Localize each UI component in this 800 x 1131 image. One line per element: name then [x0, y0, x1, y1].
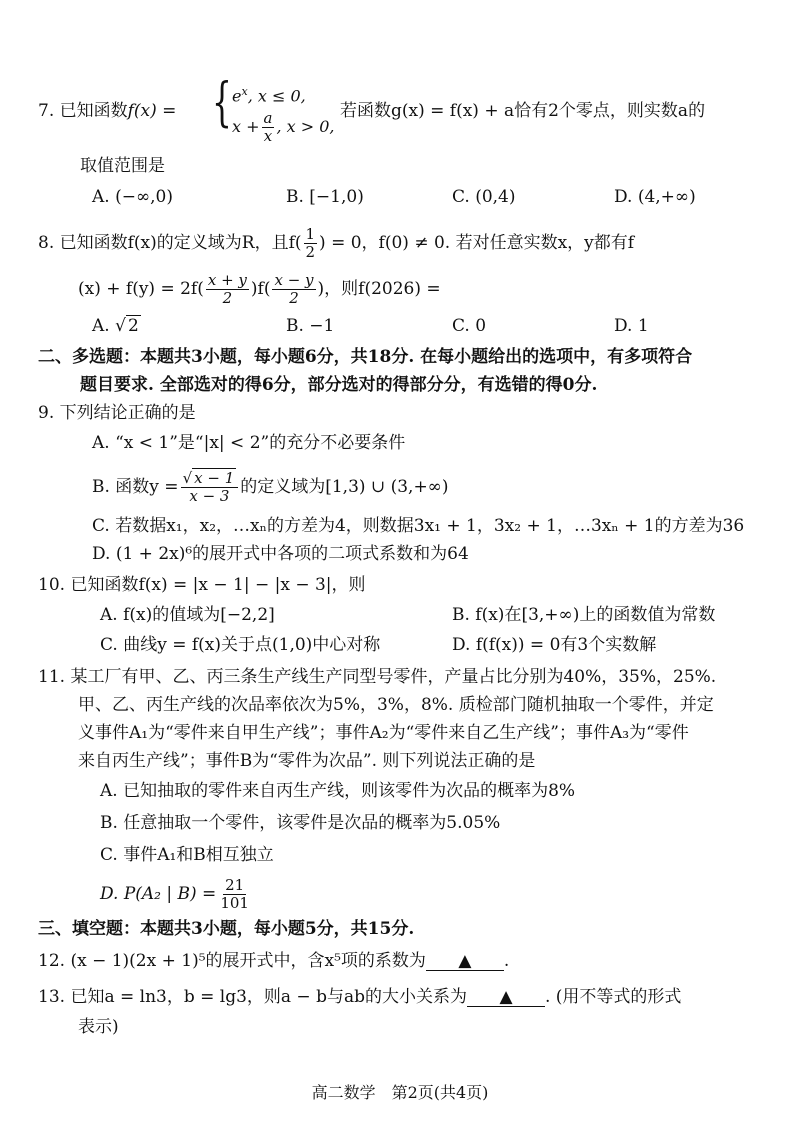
q8-half-den: 2 [305, 243, 316, 261]
q8-frac2-den: 2 [289, 289, 299, 307]
q8-frac-1 [206, 272, 249, 307]
q10-option-d: D. f(f(x)) = 0有3个实数解 [452, 635, 657, 655]
q7-piece2-cond: , x > 0, [276, 117, 335, 136]
q8-line2-c: )，则f(2026) = [317, 279, 441, 299]
q11-optD-a: D. P(A₂ | B) = [100, 884, 217, 904]
q9-stem: 9. 下列结论正确的是 [38, 403, 196, 423]
q7-option-c: C. (0,4) [452, 187, 516, 207]
q11-line-3: 义事件A₁为“零件来自甲生产线”；事件A₂为“零件来自乙生产线”；事件A₃为“零件 [78, 723, 689, 743]
q8-option-c: C. 0 [452, 316, 487, 336]
q13-text-end: . (用不等式的形式 [544, 987, 682, 1007]
q10-option-c: C. 曲线y = f(x)关于点(1,0)中心对称 [100, 635, 381, 655]
q9-optB-den: x − 3 [189, 487, 230, 505]
q13-text: 13. 已知a = ln3，b = lg3，则a − b与ab的大小关系为 [38, 987, 467, 1007]
q8-line1-a: 8. 已知函数f(x)的定义域为R，且f( [38, 233, 302, 253]
q8-frac2-num: x − y [274, 271, 314, 289]
q7-option-a: A. (−∞,0) [92, 187, 173, 207]
q9-option-d: D. (1 + 2x)⁶的展开式中各项的二项式系数和为64 [92, 544, 469, 564]
q8-half-num: 1 [305, 225, 316, 243]
q7-option-b: B. [−1,0) [286, 187, 364, 207]
q9-optB-num: x − 1 [194, 469, 235, 487]
q8-line2-b: )f( [250, 279, 271, 299]
q11-option-a: A. 已知抽取的零件来自丙生产线，则该零件为次品的概率为8% [100, 781, 576, 801]
q13-line-1 [38, 986, 681, 1008]
q9-option-b [92, 470, 448, 505]
q12-line [38, 950, 509, 972]
q7-piece1-base: e [232, 86, 242, 106]
section2-heading-1: 二、多选题：本题共3小题，每小题6分，共18分. 在每小题给出的选项中，有多项符合 [38, 347, 693, 367]
q10-option-b: B. f(x)在[3,+∞)上的函数值为常数 [452, 605, 716, 625]
page-footer: 高二数学 第2页(共4页) [311, 1083, 489, 1102]
q7-stem-cont: 取值范围是 [80, 156, 165, 176]
q9-option-a: A. “x < 1”是“|x| < 2”的充分不必要条件 [92, 433, 406, 453]
q11-line-1: 11. 某工厂有甲、乙、丙三条生产线生产同型号零件，产量占比分别为40%，35%，25%. [38, 667, 717, 687]
q7-frac-den: x [263, 127, 273, 145]
q12-answer-blank[interactable]: ▲ [426, 952, 504, 971]
q8-option-a: A. √ 2 [92, 316, 139, 336]
q11-optD-den: 101 [220, 894, 249, 912]
q12-period: . [503, 951, 510, 971]
q11-option-b: B. 任意抽取一个零件，该零件是次品的概率为5.05% [100, 813, 501, 833]
q9-option-c: C. 若数据x₁，x₂，…xₙ的方差为4，则数据3x₁ + 1，3x₂ + 1，…3xₙ + 1的方差为36 [92, 516, 745, 536]
q11-optD-frac [218, 877, 251, 912]
q13-answer-blank[interactable]: ▲ [467, 988, 545, 1007]
q8-option-b: B. −1 [286, 316, 335, 336]
q11-option-d [100, 877, 253, 912]
q8-optA-label: A. [92, 316, 110, 336]
q9-optB-a: B. 函数y = [92, 477, 179, 497]
q7-piece2-a: x + [232, 117, 260, 136]
q11-option-c: C. 事件A₁和B相互独立 [100, 845, 274, 865]
q8-line2-a: (x) + f(y) = 2f( [78, 279, 204, 299]
q7-piece2-frac [262, 110, 275, 145]
q8-frac-2 [272, 272, 315, 307]
q8-line1-b: ) = 0，f(0) ≠ 0. 若对任意实数x，y都有f [319, 233, 635, 253]
piecewise-brace: { [212, 73, 232, 133]
q9-optB-b: 的定义域为[1,3) ∪ (3,+∞) [240, 477, 449, 497]
q10-stem: 10. 已知函数f(x) = |x − 1| − |x − 3|，则 [38, 575, 366, 595]
q11-line-2: 甲、乙、丙生产线的次品率依次为5%，3%，8%. 质检部门随机抽取一个零件，并定 [78, 695, 714, 715]
q11-line-4: 来自丙生产线”；事件B为“零件为次品”. 则下列说法正确的是 [78, 751, 536, 771]
q8-frac1-num: x + y [207, 271, 247, 289]
section2-heading-2: 题目要求. 全部选对的得6分，部分选对的得部分分，有选错的得0分. [80, 375, 598, 395]
q9-optB-frac: $\frac{√ x - 1}{x - 3}$ [181, 470, 239, 505]
q8-option-d: D. 1 [614, 316, 649, 336]
q11-optD-num: 21 [225, 876, 245, 894]
q7-frac-num: a [263, 109, 273, 127]
q7-piece-1 [232, 82, 306, 106]
q13-line-2: 表示) [78, 1017, 119, 1037]
q7-label: 7. 已知函数 [38, 101, 128, 121]
q7-piece1-exp: x [241, 85, 248, 98]
q7-option-d: D. (4,+∞) [614, 187, 696, 207]
q8-frac1-den: 2 [222, 289, 233, 307]
q7-piece-2 [232, 110, 335, 145]
q7-function: f(x) = [127, 101, 177, 121]
q7-stem-end: 若函数g(x) = f(x) + a恰有2个零点，则实数a的 [340, 101, 706, 121]
q8-line-1 [38, 226, 634, 261]
q8-half-frac [304, 226, 318, 261]
q12-text: 12. (x − 1)(2x + 1)⁵的展开式中，含x⁵项的系数为 [38, 951, 426, 971]
q8-line-2 [78, 272, 441, 307]
q7-stem-start [38, 100, 176, 122]
q7-piece1-cond: , x ≤ 0, [247, 86, 306, 106]
q10-option-a: A. f(x)的值域为[−2,2] [100, 605, 275, 625]
q8-optA-sqrt: 2 [127, 316, 139, 336]
section3-heading: 三、填空题：本题共3小题，每小题5分，共15分. [38, 919, 415, 939]
